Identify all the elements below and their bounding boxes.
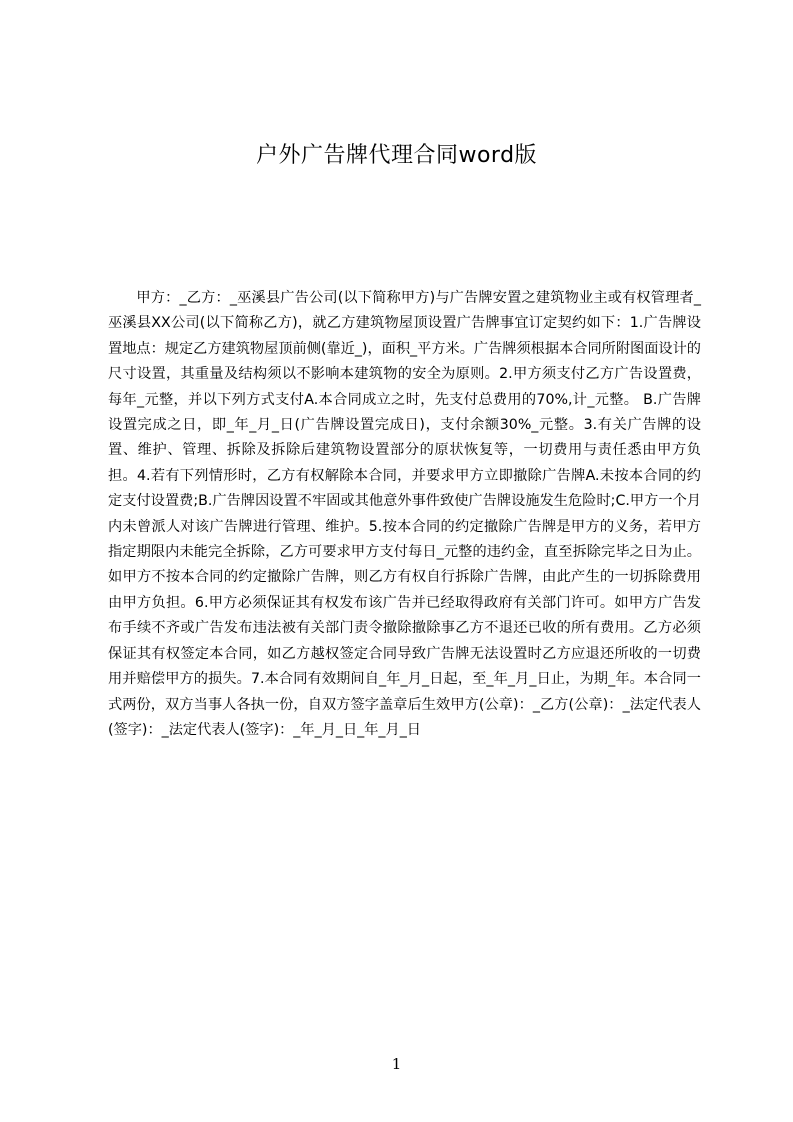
contract-body-paragraph: 甲方：_乙方：_巫溪县广告公司(以下简称甲方)与广告牌安置之建筑物业主或有权管理者_巫溪县XX公司(以下简称乙方)，就乙方建筑物屋顶设置广告牌事宜订定契约如下：1.广告牌设置地点：规定乙方建筑物屋顶前侧(靠近_)，面积_平方米。广告牌须根据本合同所附图面设计的尺寸设置，其重量及结构须以不影响本建筑物的安全为原则。2.甲方须支付乙方广告设置费，每年_元整，并以下列方式支付A.本合同成立之时，先支付总费用的70%,计_元整。 B.广告牌设置完成之日，即_年_月_日(广告牌设置完成日)，支付余额30%_元整。3.有关广告牌的设置、维护、管理、拆除及拆除后建筑物设置部分的原状恢复等，一切费用与责任悉由甲方负担。4.若有下列情形时，乙方有权解除本合同，并要求甲方立即撤除广告牌A.未按本合同的约定支付设置费;B.广告牌因设置不牢固或其他意外事件致使广告牌设施发生危险时;C.甲方一个月内未曾派人对该广告牌进行管理、维护。5.按本合同的约定撤除广告牌是甲方的义务，若甲方指定期限内未能完全拆除，乙方可要求甲方支付每日_元整的违约金，直至拆除完毕之日为止。如甲方不按本合同的约定撤除广告牌，则乙方有权自行拆除广告牌，由此产生的一切拆除费用由甲方负担。6.甲方必须保证其有权发布该广告并已经取得政府有关部门许可。如甲方广告发布手续不齐或广告发布违法被有关部门责令撤除撤除事乙方不退还已收的所有费用。乙方必须保证其有权签定本合同，如乙方越权签定合同导致广告牌无法设置时乙方应退还所收的一切费用并赔偿甲方的损失。7.本合同有效期间自_年_月_日起，至_年_月_日止，为期_年。本合同一式两份，双方当事人各执一份，自双方签字盖章后生效甲方(公章)：_乙方(公章)：_法定代表人(签字)：_法定代表人(签字)：_年_月_日_年_月_日 <box>108 290 701 738</box>
page-number: 1 <box>391 1055 402 1073</box>
document-title: 户外广告牌代理合同word版 <box>255 143 538 168</box>
